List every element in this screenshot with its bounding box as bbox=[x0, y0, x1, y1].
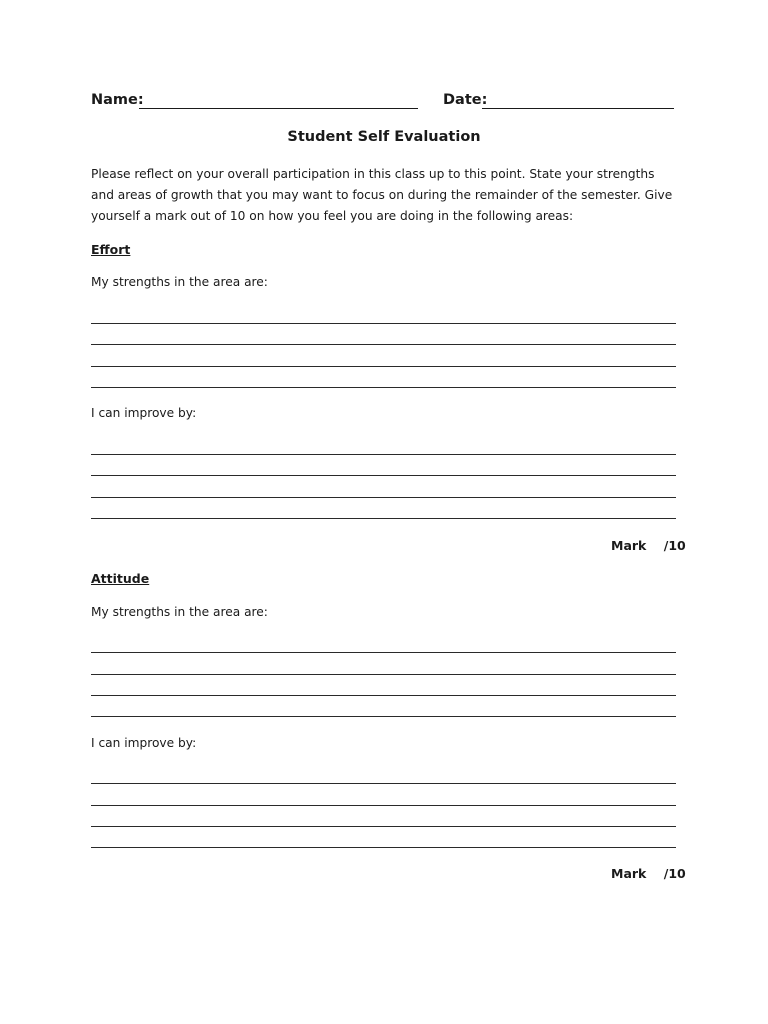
attitude-mark-label: Mark /10 bbox=[611, 866, 686, 881]
attitude-strengths-prompt: My strengths in the area are: bbox=[91, 605, 268, 619]
page-title: Student Self Evaluation bbox=[287, 129, 481, 145]
effort-strengths-line-4[interactable] bbox=[91, 387, 676, 388]
attitude-strengths-line-3[interactable] bbox=[91, 695, 676, 696]
section-heading-effort: Effort bbox=[91, 242, 131, 257]
effort-strengths-line-3[interactable] bbox=[91, 366, 676, 367]
effort-improve-line-2[interactable] bbox=[91, 475, 676, 476]
attitude-improve-line-4[interactable] bbox=[91, 847, 676, 848]
date-field[interactable] bbox=[482, 108, 674, 109]
attitude-strengths-line-1[interactable] bbox=[91, 652, 676, 653]
effort-improve-line-3[interactable] bbox=[91, 497, 676, 498]
attitude-improve-line-1[interactable] bbox=[91, 783, 676, 784]
attitude-improve-line-3[interactable] bbox=[91, 826, 676, 827]
name-field[interactable] bbox=[139, 108, 418, 109]
section-heading-attitude: Attitude bbox=[91, 571, 150, 586]
attitude-improve-line-2[interactable] bbox=[91, 805, 676, 806]
effort-strengths-prompt: My strengths in the area are: bbox=[91, 275, 268, 289]
attitude-strengths-line-4[interactable] bbox=[91, 716, 676, 717]
header-row bbox=[91, 92, 681, 112]
effort-improve-line-1[interactable] bbox=[91, 454, 676, 455]
effort-improve-line-4[interactable] bbox=[91, 518, 676, 519]
effort-strengths-line-2[interactable] bbox=[91, 344, 676, 345]
attitude-strengths-line-2[interactable] bbox=[91, 674, 676, 675]
effort-mark-label: Mark /10 bbox=[611, 538, 686, 553]
attitude-improve-prompt: I can improve by: bbox=[91, 736, 197, 750]
name-label: Name: bbox=[91, 92, 144, 108]
effort-improve-prompt: I can improve by: bbox=[91, 406, 197, 420]
intro-paragraph: Please reflect on your overall participation in this class up to this point. State your strengths and areas of growth that you may want to focus on during the remainder of the semester. Give yourself a mark out of 10 on how you feel you are doing in the following areas: bbox=[91, 167, 673, 223]
date-label: Date: bbox=[443, 92, 488, 108]
effort-strengths-line-1[interactable] bbox=[91, 323, 676, 324]
